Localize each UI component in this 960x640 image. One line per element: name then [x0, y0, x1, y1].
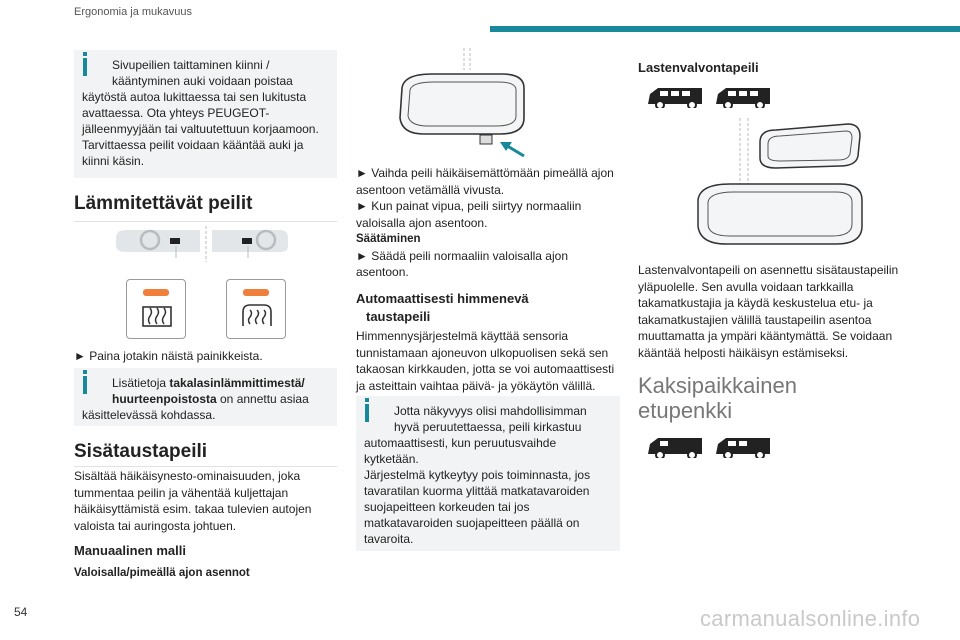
info-bold: huurteenpoistosta — [112, 392, 217, 406]
text-line: häikäisyttämistä esim. takaa tulevien autojen — [74, 502, 312, 516]
text-line: asentoon vetämällä vivusta. — [356, 182, 505, 197]
adjust-title: Säätäminen — [356, 233, 421, 245]
inner-mirror-title: Sisätaustapeili — [74, 441, 208, 462]
info-line: käsittelevässä kohdassa. — [82, 408, 216, 422]
section-title: Ergonomia ja mukavuus — [74, 6, 193, 18]
heading-line: etupenkki — [638, 398, 733, 423]
info-line: tavaroita. — [364, 532, 414, 546]
van-icon-short — [714, 86, 770, 108]
rear-view-mirror-illustration — [392, 48, 532, 163]
text-line: valoista tai auringosta johtuen. — [74, 518, 237, 533]
rear-window-defrost-button[interactable] — [126, 279, 186, 339]
page-number: 54 — [14, 605, 28, 619]
info-line: kytketään. — [364, 452, 419, 466]
heated-mirrors-title: Lämmitettävät peilit — [74, 193, 253, 214]
van-icon-short — [714, 436, 770, 458]
text-line: takamatkustajien välillä taustapeilin asentoa — [638, 312, 872, 327]
windscreen-defrost-icon — [240, 302, 274, 330]
inner-mirror-description — [74, 468, 311, 534]
text-line: ► Säädä peili normaaliin valoisalla ajon — [356, 248, 568, 263]
auto-dimming-description — [356, 328, 614, 394]
info-box-defrost — [74, 368, 337, 426]
auto-dimming-title — [356, 290, 529, 326]
rear-defrost-icon — [141, 304, 173, 330]
info-line: suojapeitteen korkeuden tai jos — [364, 500, 530, 514]
info-box-mirror-folding — [74, 50, 337, 178]
info-line: tavaratilan kuorma ylittää matkatavaroiden — [364, 484, 590, 498]
windscreen-defrost-button[interactable] — [226, 279, 286, 339]
info-line: käytöstä autoa lukittaessa tai sen lukitusta — [82, 90, 307, 104]
info-line: Tarvittaessa peilit voidaan kääntää auki ja — [82, 138, 304, 152]
child-mirror-illustration — [690, 118, 870, 258]
info-line: automaattisesti, kun peruutusvaihde — [364, 436, 557, 450]
info-line: kiinni käsin. — [82, 154, 145, 168]
info-line: jälleenmyyjään tai valtuutettuun korjaamoon. — [82, 122, 319, 136]
text-line: yläpuolelle. Sen avulla voidaan tarkkailla — [638, 279, 854, 294]
text-line: valoisalla ajon asentoon. — [356, 215, 488, 230]
dashboard-illustration — [112, 224, 292, 264]
info-line: matkatavaroiden suojapeitteen päällä on — [364, 516, 580, 530]
text-line: ja asteittain vaihtaa päivä- ja yökäytön välillä. — [356, 378, 596, 393]
info-icon — [365, 404, 369, 422]
heading-line: taustapeili — [366, 309, 431, 324]
indicator-light — [243, 289, 269, 296]
day-night-label: Valoisalla/pimeällä ajon asennot — [74, 567, 250, 579]
text-line: ► Vaihda peili häikäisemättömään pimeällä ajon — [356, 166, 614, 180]
text-line: asentoon. — [356, 265, 409, 279]
text-line: tummentaa peilin ja vähentää kuljettajan — [74, 485, 289, 500]
info-line: Sivupeilien taittaminen kiinni / — [112, 58, 270, 72]
text-line: Sisältää häikäisynesto-ominaisuuden, joka — [74, 469, 301, 483]
info-line: avattaessa. Ota yhteys PEUGEOT- — [82, 106, 270, 120]
text-line: tunnistamaan ajoneuvon ulkopuolisen sekä sen — [356, 345, 609, 360]
divider — [74, 221, 337, 222]
info-text: Lisätietoja — [112, 376, 170, 390]
info-line: kääntyminen auki voidaan poistaa — [112, 74, 293, 88]
info-box-reverse — [356, 396, 620, 551]
info-line: hyvä peruutettaessa, peili kirkastuu — [394, 420, 582, 434]
divider — [74, 466, 337, 467]
indicator-light — [143, 289, 169, 296]
van-icon-long — [646, 436, 702, 458]
text-line: takamatkustajia ja käydä keskustelua etu- ja — [638, 296, 873, 310]
van-icon-long — [646, 86, 702, 108]
text-line: kääntää helposti häikäisyn estämiseksi. — [638, 345, 849, 360]
child-mirror-title: Lastenvalvontapeili — [638, 60, 759, 75]
text-line: Lastenvalvontapeili on asennettu sisätaustapeilin — [638, 263, 899, 277]
lever-instructions — [356, 165, 614, 281]
front-bench-title — [638, 373, 797, 423]
text-line: ► Kun painat vipua, peili siirtyy normaaliin — [356, 199, 582, 213]
info-text: on annettu asiaa — [216, 392, 309, 406]
info-line: Jotta näkyvyys olisi mahdollisimman — [394, 404, 587, 418]
child-mirror-description — [638, 262, 898, 361]
info-icon — [83, 376, 87, 394]
info-bold: takalasinlämmittimestä/ — [169, 376, 305, 390]
manual-model-title: Manuaalinen malli — [74, 543, 186, 558]
info-icon — [83, 58, 87, 76]
text-line: muuttamatta ja ympäri kääntymättä. Se voidaan — [638, 329, 893, 343]
heading-line: Automaattisesti himmenevä — [356, 291, 529, 306]
watermark: carmanualsonline.info — [700, 606, 921, 631]
info-line: Järjestelmä kytkeytyy pois toiminnasta, jos — [364, 468, 591, 482]
heading-line: Kaksipaikkainen — [638, 373, 797, 398]
header-accent-bar — [490, 26, 960, 32]
text-line: Himmennysjärjestelmä käyttää sensoria — [356, 329, 569, 343]
text-line: takaosan kirkkauden, jotta se voi automaattisesti — [356, 362, 615, 376]
press-instruction: ► Paina jotakin näistä painikkeista. — [74, 349, 263, 363]
